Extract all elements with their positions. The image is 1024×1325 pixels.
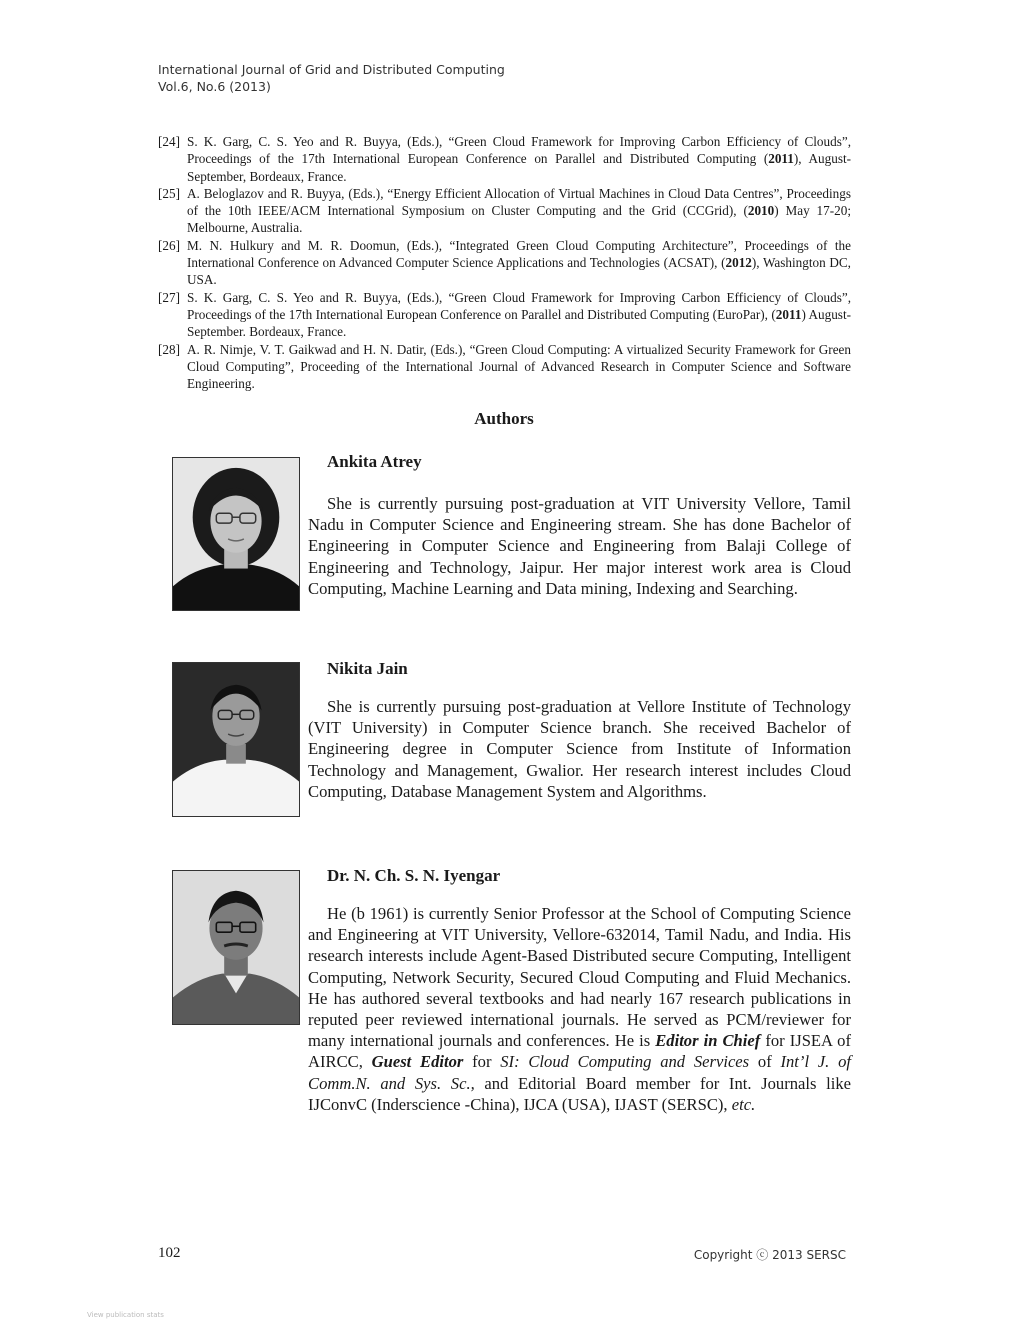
author-name: Ankita Atrey xyxy=(327,452,422,471)
reference-number: [25] xyxy=(158,185,180,201)
reference-text: M. N. Hulkury and M. R. Doomun, (Eds.), “Integrated Green Cloud Computing Architecture”, Proceedings of the International Conference on Advanced Computer Science Applications and Technologies (ACSAT), (2012), Washington DC, USA. xyxy=(187,237,851,288)
reference-number: [28] xyxy=(158,341,180,357)
journal-volume: Vol.6, No.6 (2013) xyxy=(158,79,271,94)
reference-item xyxy=(158,185,851,237)
author-bio: He (b 1961) is currently Senior Professor at the School of Computing Science and Engineering at VIT University, Vellore-632014, Tamil Nadu, and India. His research interests include Agent-Based Distributed secure Computing, Intelligent Computing, Network Security, Secured Cloud Computing and Fluid Mechanics. He has authored several textbooks and had nearly 167 research publications in reputed peer reviewed international journals. He served as PCM/reviewer for many international journals and conferences. He is Editor in Chief for IJSEA of AIRCC, Guest Editor for SI: Cloud Computing and Services of Int’l J. of Comm.N. and Sys. Sc., and Editorial Board member for Int. Journals like IJConvC (Inderscience -China), IJCA (USA), IJAST (SERSC), etc. xyxy=(308,904,852,1114)
reference-list xyxy=(158,133,851,392)
reference-item xyxy=(158,341,851,393)
page-number: 102 xyxy=(158,1245,181,1261)
reference-text: A. Beloglazov and R. Buyya, (Eds.), “Energy Efficient Allocation of Virtual Machines in Cloud Data Centres”, Proceedings of the 10th IEEE/ACM International Symposium on Cluster Computing and the Grid (CCGrid), (2010) May 17-20; Melbourne, Australia. xyxy=(187,185,851,236)
reference-text: S. K. Garg, C. S. Yeo and R. Buyya, (Eds.), “Green Cloud Framework for Improving Carbon Efficiency of Clouds”, Proceedings of the 17th International European Conference on Parallel and Distributed Computing (EuroPar), (2011) August-September. Bordeaux, France. xyxy=(187,289,851,340)
author-photo xyxy=(172,457,300,611)
copyright-notice: Copyright ⓒ 2013 SERSC xyxy=(693,1248,846,1262)
reference-number: [24] xyxy=(158,134,180,149)
journal-title: International Journal of Grid and Distributed Computing xyxy=(158,62,505,77)
reference-number: [26] xyxy=(158,237,180,253)
author-bio: She is currently pursuing post-graduation at Vellore Institute of Technology (VIT University) in Computer Science branch. She received Bachelor of Engineering degree in Computer Science from Institute of Information Technology and Management, Gwalior. Her research interest includes Cloud Computing, Database Management System and Algorithms. xyxy=(308,697,851,801)
portrait-woman-icon xyxy=(173,458,299,610)
author-photo xyxy=(172,662,300,817)
authors-heading: Authors xyxy=(474,409,534,428)
reference-text: A. R. Nimje, V. T. Gaikwad and H. N. Datir, (Eds.), “Green Cloud Computing: A virtualized Security Framework for Green Cloud Computing”, Proceeding of the International Journal of Advanced Research in Computer Science and Software Engineering. xyxy=(187,341,851,392)
reference-item xyxy=(158,289,851,341)
running-header xyxy=(158,61,505,95)
author-bio: She is currently pursuing post-graduation at VIT University Vellore, Tamil Nadu in Computer Science and Engineering stream. She has done Bachelor of Engineering in Computer Science and Engineering from Balaji College of Engineering and Technology, Jaipur. Her major interest work area is Cloud Computing, Machine Learning and Data mining, Indexing and Searching. xyxy=(308,494,851,598)
reference-item xyxy=(158,133,851,185)
author-photo xyxy=(172,870,300,1025)
portrait-man-icon xyxy=(173,871,299,1024)
reference-text: S. K. Garg, C. S. Yeo and R. Buyya, (Eds.), “Green Cloud Framework for Improving Carbon Efficiency of Clouds”, Proceedings of the 17th International European Conference on Parallel and Distributed Computing (2011), August-September, Bordeaux, France. xyxy=(187,134,852,184)
view-stats-link[interactable]: View publication stats xyxy=(87,1311,164,1319)
reference-number: [27] xyxy=(158,289,180,305)
author-name: Dr. N. Ch. S. N. Iyengar xyxy=(327,866,501,885)
portrait-woman-icon xyxy=(173,663,299,816)
author-name: Nikita Jain xyxy=(327,659,408,678)
reference-item xyxy=(158,237,851,289)
